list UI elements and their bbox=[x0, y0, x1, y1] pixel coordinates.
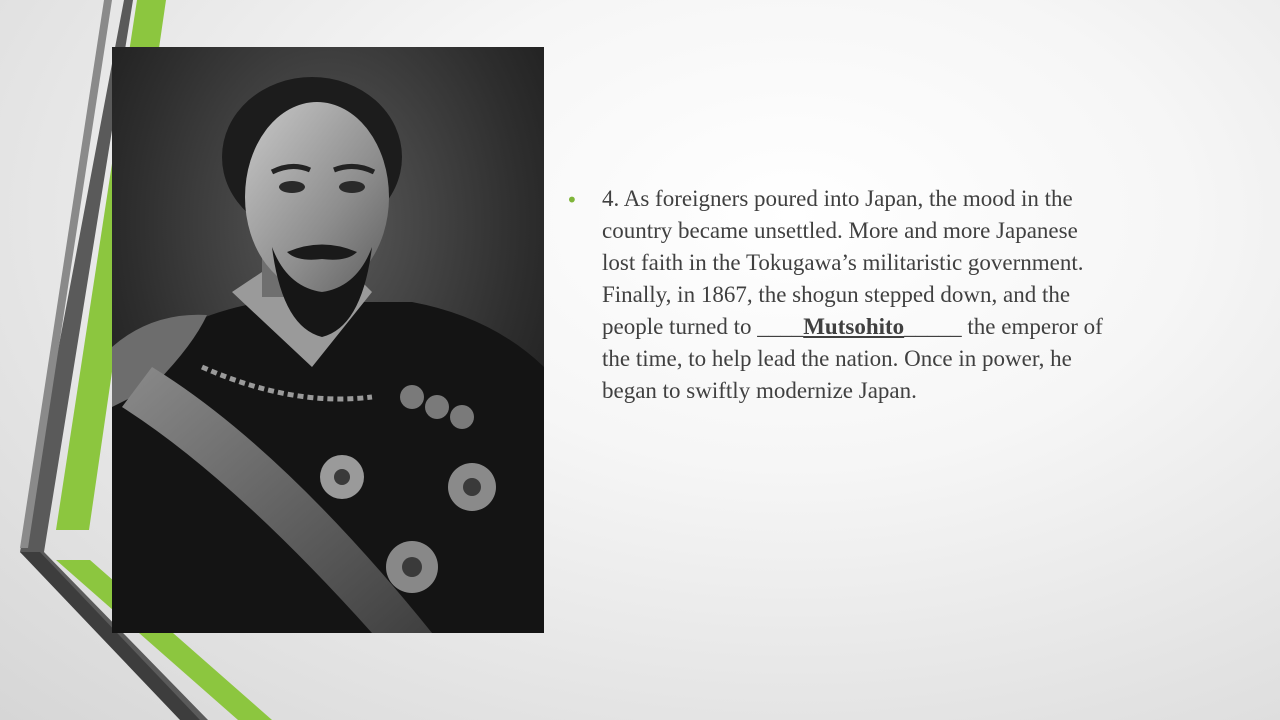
bullet-textbox bbox=[566, 183, 1106, 407]
blank-lead: ____ bbox=[757, 314, 804, 339]
portrait-photo bbox=[112, 47, 544, 633]
blank-tail: _____ bbox=[904, 314, 962, 339]
bullet-dot-icon: • bbox=[566, 188, 578, 212]
paragraph-intro: 4. As foreigners poured into Japan, the mood in the country became unsettled. More and more Japanese lost faith in the Tokugawa’s militaristic government. Finally, in 1867, the shogun stepped down, and the people turned to bbox=[602, 186, 1084, 339]
paragraph-outro: the emperor of the time, to help lead the nation. Once in power, he began to swiftly modernize Japan. bbox=[602, 314, 1103, 403]
bullet-paragraph bbox=[602, 183, 1106, 407]
fill-in-blank-answer: Mutsohito bbox=[803, 314, 905, 339]
